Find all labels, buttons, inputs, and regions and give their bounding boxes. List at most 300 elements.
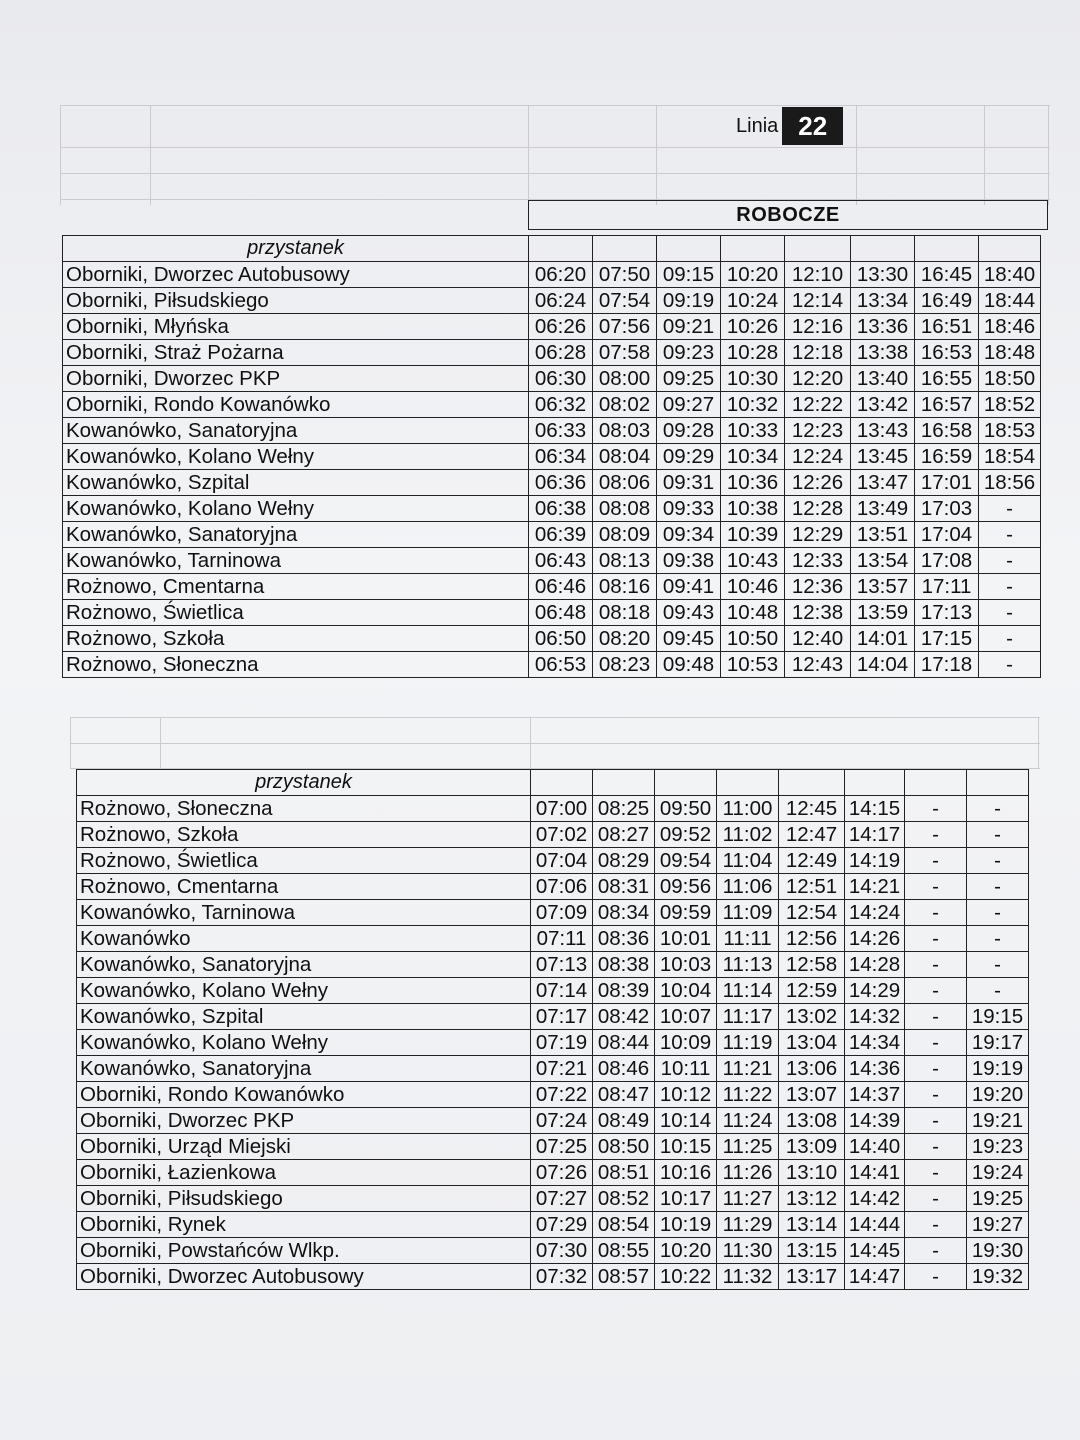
departure-time: 07:24	[531, 1108, 593, 1134]
stop-name: Oborniki, Młyńska	[63, 314, 529, 340]
departure-time: 19:32	[967, 1264, 1029, 1290]
departure-time: 18:46	[979, 314, 1041, 340]
stop-name: Kowanówko, Kolano Wełny	[63, 444, 529, 470]
departure-time: 13:02	[779, 1004, 845, 1030]
departure-time: 09:19	[657, 288, 721, 314]
departure-time: 12:18	[785, 340, 851, 366]
table-row	[63, 366, 1041, 392]
departure-time: 08:23	[593, 652, 657, 678]
table-row	[77, 1134, 1029, 1160]
departure-time: 07:27	[531, 1186, 593, 1212]
departure-time: 10:04	[655, 978, 717, 1004]
departure-column-header	[717, 770, 779, 796]
departure-time: -	[905, 1030, 967, 1056]
departure-time: -	[967, 978, 1029, 1004]
departure-time: 07:56	[593, 314, 657, 340]
departure-time: 07:14	[531, 978, 593, 1004]
departure-time: 17:08	[915, 548, 979, 574]
departure-time: 13:42	[851, 392, 915, 418]
table-row	[63, 470, 1041, 496]
departure-time: 10:39	[721, 522, 785, 548]
departure-time: 13:15	[779, 1238, 845, 1264]
table-row	[63, 652, 1041, 678]
departure-time: 13:08	[779, 1108, 845, 1134]
departure-time: 09:15	[657, 262, 721, 288]
departure-time: 10:30	[721, 366, 785, 392]
departure-time: 10:15	[655, 1134, 717, 1160]
departure-time: 12:58	[779, 952, 845, 978]
departure-time: 07:26	[531, 1160, 593, 1186]
departure-time: 07:58	[593, 340, 657, 366]
departure-time: 13:45	[851, 444, 915, 470]
departure-time: -	[979, 600, 1041, 626]
departure-time: 07:19	[531, 1030, 593, 1056]
departure-time: 08:00	[593, 366, 657, 392]
departure-time: 10:20	[655, 1238, 717, 1264]
table-row	[77, 848, 1029, 874]
departure-time: -	[905, 952, 967, 978]
table-row	[63, 548, 1041, 574]
departure-time: -	[905, 848, 967, 874]
stop-name: Oborniki, Rondo Kowanówko	[77, 1082, 531, 1108]
departure-time: 08:51	[593, 1160, 655, 1186]
return-timetable	[76, 769, 1029, 1290]
departure-time: 13:51	[851, 522, 915, 548]
departure-time: -	[905, 1186, 967, 1212]
departure-time: 12:43	[785, 652, 851, 678]
departure-time: -	[967, 874, 1029, 900]
departure-time: 13:57	[851, 574, 915, 600]
departure-time: 10:48	[721, 600, 785, 626]
departure-time: 06:24	[529, 288, 593, 314]
stop-name: Kowanówko, Szpital	[77, 1004, 531, 1030]
table-row	[77, 900, 1029, 926]
departure-column-header	[845, 770, 905, 796]
departure-time: 06:39	[529, 522, 593, 548]
departure-time: 19:27	[967, 1212, 1029, 1238]
departure-time: 13:38	[851, 340, 915, 366]
departure-time: -	[905, 926, 967, 952]
departure-time: -	[967, 848, 1029, 874]
departure-time: 06:30	[529, 366, 593, 392]
departure-time: 16:53	[915, 340, 979, 366]
departure-time: 07:32	[531, 1264, 593, 1290]
timetable-sheet	[60, 105, 1050, 1288]
departure-time: 06:38	[529, 496, 593, 522]
departure-time: 12:54	[779, 900, 845, 926]
departure-time: 10:14	[655, 1108, 717, 1134]
departure-time: 07:00	[531, 796, 593, 822]
departure-time: 13:40	[851, 366, 915, 392]
table-row	[77, 1004, 1029, 1030]
table-row	[77, 1082, 1029, 1108]
departure-time: 09:33	[657, 496, 721, 522]
departure-time: 10:28	[721, 340, 785, 366]
departure-time: 14:42	[845, 1186, 905, 1212]
table-row	[63, 418, 1041, 444]
stop-name: Kowanówko, Sanatoryjna	[63, 522, 529, 548]
departure-time: -	[905, 1082, 967, 1108]
departure-column-header	[721, 236, 785, 262]
stop-name: Rożnowo, Cmentarna	[63, 574, 529, 600]
departure-time: 10:11	[655, 1056, 717, 1082]
departure-time: 13:30	[851, 262, 915, 288]
departure-time: 12:59	[779, 978, 845, 1004]
departure-column-header	[905, 770, 967, 796]
departure-column-header	[779, 770, 845, 796]
departure-time: 08:13	[593, 548, 657, 574]
departure-time: 08:38	[593, 952, 655, 978]
departure-time: 09:29	[657, 444, 721, 470]
departure-time: 07:11	[531, 926, 593, 952]
departure-time: 13:06	[779, 1056, 845, 1082]
departure-time: 06:32	[529, 392, 593, 418]
day-type-header: ROBOCZE	[528, 200, 1048, 230]
departure-time: -	[905, 1108, 967, 1134]
stop-name: Kowanówko, Tarninowa	[77, 900, 531, 926]
stop-name: Kowanówko, Kolano Wełny	[63, 496, 529, 522]
departure-time: 09:27	[657, 392, 721, 418]
departure-time: 17:04	[915, 522, 979, 548]
departure-time: 08:09	[593, 522, 657, 548]
departure-time: 17:13	[915, 600, 979, 626]
departure-time: 12:26	[785, 470, 851, 496]
departure-time: 14:04	[851, 652, 915, 678]
stop-name: Oborniki, Łazienkowa	[77, 1160, 531, 1186]
departure-time: 14:19	[845, 848, 905, 874]
departure-time: -	[967, 796, 1029, 822]
departure-time: 07:09	[531, 900, 593, 926]
stop-name: Oborniki, Straż Pożarna	[63, 340, 529, 366]
departure-time: 08:46	[593, 1056, 655, 1082]
departure-time: 10:38	[721, 496, 785, 522]
departure-time: 08:31	[593, 874, 655, 900]
departure-time: 11:19	[717, 1030, 779, 1056]
departure-time: 10:03	[655, 952, 717, 978]
departure-time: 19:25	[967, 1186, 1029, 1212]
departure-time: 08:18	[593, 600, 657, 626]
stop-name: Oborniki, Dworzec PKP	[63, 366, 529, 392]
departure-time: 06:43	[529, 548, 593, 574]
departure-time: 10:17	[655, 1186, 717, 1212]
departure-time: 08:42	[593, 1004, 655, 1030]
departure-time: 14:32	[845, 1004, 905, 1030]
departure-time: 08:08	[593, 496, 657, 522]
departure-time: 16:45	[915, 262, 979, 288]
departure-time: 13:17	[779, 1264, 845, 1290]
departure-time: -	[905, 1134, 967, 1160]
departure-time: 10:09	[655, 1030, 717, 1056]
table-row	[63, 444, 1041, 470]
departure-time: 12:22	[785, 392, 851, 418]
stop-name: Kowanówko, Kolano Wełny	[77, 1030, 531, 1056]
departure-time: 10:12	[655, 1082, 717, 1108]
departure-time: 13:07	[779, 1082, 845, 1108]
departure-time: 06:46	[529, 574, 593, 600]
stop-name: Kowanówko, Sanatoryjna	[77, 952, 531, 978]
stop-name: Rożnowo, Szkoła	[77, 822, 531, 848]
departure-time: 14:28	[845, 952, 905, 978]
stop-name: Rożnowo, Cmentarna	[77, 874, 531, 900]
departure-time: 10:01	[655, 926, 717, 952]
table-row	[77, 1212, 1029, 1238]
stop-name: Rożnowo, Świetlica	[77, 848, 531, 874]
departure-time: 06:36	[529, 470, 593, 496]
departure-time: 09:38	[657, 548, 721, 574]
header-grid	[60, 105, 1050, 233]
stop-name: Kowanówko, Kolano Wełny	[77, 978, 531, 1004]
stop-name: Oborniki, Urząd Miejski	[77, 1134, 531, 1160]
departure-time: 12:40	[785, 626, 851, 652]
departure-time: 09:34	[657, 522, 721, 548]
table-row	[63, 496, 1041, 522]
departure-time: 08:36	[593, 926, 655, 952]
table-row	[77, 926, 1029, 952]
departure-time: 19:30	[967, 1238, 1029, 1264]
departure-time: 07:29	[531, 1212, 593, 1238]
stop-column-header: przystanek	[77, 770, 531, 796]
departure-time: 09:23	[657, 340, 721, 366]
departure-time: -	[905, 822, 967, 848]
departure-time: 10:07	[655, 1004, 717, 1030]
line-label-text: Linia	[736, 114, 779, 137]
departure-time: 10:26	[721, 314, 785, 340]
departure-time: 10:24	[721, 288, 785, 314]
departure-time: 08:54	[593, 1212, 655, 1238]
table-row	[77, 952, 1029, 978]
table-row	[63, 314, 1041, 340]
table-row	[77, 1186, 1029, 1212]
departure-time: 09:25	[657, 366, 721, 392]
departure-time: -	[979, 522, 1041, 548]
departure-time: -	[979, 626, 1041, 652]
stop-name: Kowanówko, Sanatoryjna	[63, 418, 529, 444]
table-row	[63, 392, 1041, 418]
departure-time: 12:24	[785, 444, 851, 470]
departure-time: 07:21	[531, 1056, 593, 1082]
departure-time: 12:28	[785, 496, 851, 522]
departure-time: 08:25	[593, 796, 655, 822]
departure-time: 08:44	[593, 1030, 655, 1056]
table-row	[63, 288, 1041, 314]
departure-time: -	[905, 900, 967, 926]
departure-time: 13:47	[851, 470, 915, 496]
departure-time: 07:02	[531, 822, 593, 848]
stop-column-header: przystanek	[63, 236, 529, 262]
departure-time: 08:27	[593, 822, 655, 848]
table-row	[63, 574, 1041, 600]
departure-time: 07:50	[593, 262, 657, 288]
departure-time: 13:04	[779, 1030, 845, 1056]
table-row	[77, 1030, 1029, 1056]
departure-time: 09:41	[657, 574, 721, 600]
departure-time: 09:50	[655, 796, 717, 822]
departure-time: 06:48	[529, 600, 593, 626]
departure-time: 11:26	[717, 1160, 779, 1186]
departure-time: 08:50	[593, 1134, 655, 1160]
departure-time: -	[979, 496, 1041, 522]
departure-column-header	[655, 770, 717, 796]
departure-time: 18:53	[979, 418, 1041, 444]
departure-time: 06:53	[529, 652, 593, 678]
departure-time: 09:43	[657, 600, 721, 626]
departure-column-header	[593, 770, 655, 796]
departure-time: 12:51	[779, 874, 845, 900]
departure-time: 13:34	[851, 288, 915, 314]
departure-time: 07:04	[531, 848, 593, 874]
departure-time: 11:17	[717, 1004, 779, 1030]
departure-time: 08:55	[593, 1238, 655, 1264]
departure-time: 10:36	[721, 470, 785, 496]
departure-time: 06:33	[529, 418, 593, 444]
departure-time: 10:20	[721, 262, 785, 288]
outbound-timetable	[62, 235, 1041, 678]
departure-time: 07:54	[593, 288, 657, 314]
departure-time: 11:21	[717, 1056, 779, 1082]
spacer-grid	[70, 717, 1040, 769]
departure-time: 14:17	[845, 822, 905, 848]
stop-name: Kowanówko, Tarninowa	[63, 548, 529, 574]
departure-time: 12:16	[785, 314, 851, 340]
departure-time: 18:48	[979, 340, 1041, 366]
stop-name: Rożnowo, Słoneczna	[77, 796, 531, 822]
departure-time: 16:57	[915, 392, 979, 418]
departure-time: 10:43	[721, 548, 785, 574]
departure-time: 18:40	[979, 262, 1041, 288]
departure-time: -	[905, 1056, 967, 1082]
departure-time: 16:51	[915, 314, 979, 340]
departure-time: 14:41	[845, 1160, 905, 1186]
departure-time: 07:17	[531, 1004, 593, 1030]
departure-time: 13:14	[779, 1212, 845, 1238]
departure-column-header	[657, 236, 721, 262]
departure-time: 10:50	[721, 626, 785, 652]
departure-time: 12:20	[785, 366, 851, 392]
table-row	[63, 522, 1041, 548]
table-row	[77, 1238, 1029, 1264]
departure-time: 11:06	[717, 874, 779, 900]
table-row	[77, 1108, 1029, 1134]
departure-time: 13:59	[851, 600, 915, 626]
departure-time: 11:09	[717, 900, 779, 926]
departure-time: 19:15	[967, 1004, 1029, 1030]
departure-time: 10:34	[721, 444, 785, 470]
departure-time: 12:33	[785, 548, 851, 574]
departure-time: 13:12	[779, 1186, 845, 1212]
departure-time: 12:23	[785, 418, 851, 444]
departure-time: 14:37	[845, 1082, 905, 1108]
departure-time: 17:15	[915, 626, 979, 652]
departure-time: 12:36	[785, 574, 851, 600]
departure-time: 11:04	[717, 848, 779, 874]
departure-time: 13:09	[779, 1134, 845, 1160]
departure-time: 16:55	[915, 366, 979, 392]
departure-time: 12:14	[785, 288, 851, 314]
departure-time: 07:30	[531, 1238, 593, 1264]
departure-column-header	[979, 236, 1041, 262]
departure-time: 11:14	[717, 978, 779, 1004]
departure-time: 17:01	[915, 470, 979, 496]
departure-time: 12:56	[779, 926, 845, 952]
stop-name: Kowanówko, Szpital	[63, 470, 529, 496]
departure-time: -	[979, 574, 1041, 600]
stop-name: Oborniki, Rynek	[77, 1212, 531, 1238]
stop-name: Oborniki, Powstańców Wlkp.	[77, 1238, 531, 1264]
table-row	[77, 796, 1029, 822]
departure-time: 11:00	[717, 796, 779, 822]
departure-time: 11:27	[717, 1186, 779, 1212]
departure-time: 12:10	[785, 262, 851, 288]
departure-time: -	[905, 978, 967, 1004]
departure-time: 11:02	[717, 822, 779, 848]
departure-time: 14:44	[845, 1212, 905, 1238]
departure-time: 13:43	[851, 418, 915, 444]
departure-time: 08:57	[593, 1264, 655, 1290]
stop-name: Oborniki, Dworzec PKP	[77, 1108, 531, 1134]
departure-column-header	[593, 236, 657, 262]
departure-time: 13:54	[851, 548, 915, 574]
departure-time: 14:24	[845, 900, 905, 926]
stop-name: Rożnowo, Świetlica	[63, 600, 529, 626]
table-row	[63, 340, 1041, 366]
departure-time: 09:21	[657, 314, 721, 340]
departure-time: 11:13	[717, 952, 779, 978]
departure-time: -	[979, 548, 1041, 574]
departure-time: 12:49	[779, 848, 845, 874]
departure-time: 06:34	[529, 444, 593, 470]
departure-time: 08:47	[593, 1082, 655, 1108]
stop-name: Oborniki, Dworzec Autobusowy	[77, 1264, 531, 1290]
departure-time: 14:34	[845, 1030, 905, 1056]
departure-time: 11:24	[717, 1108, 779, 1134]
table-row	[77, 874, 1029, 900]
departure-time: 09:52	[655, 822, 717, 848]
departure-time: 11:25	[717, 1134, 779, 1160]
table-row	[77, 1056, 1029, 1082]
line-number-badge: 22	[782, 107, 843, 145]
departure-time: 18:54	[979, 444, 1041, 470]
departure-time: 09:31	[657, 470, 721, 496]
departure-column-header	[915, 236, 979, 262]
departure-time: 10:32	[721, 392, 785, 418]
stop-name: Rożnowo, Szkoła	[63, 626, 529, 652]
stop-name: Kowanówko	[77, 926, 531, 952]
departure-time: 08:39	[593, 978, 655, 1004]
departure-time: 13:36	[851, 314, 915, 340]
departure-time: 08:06	[593, 470, 657, 496]
departure-time: 08:04	[593, 444, 657, 470]
table-row	[63, 262, 1041, 288]
departure-time: 14:29	[845, 978, 905, 1004]
departure-time: 14:47	[845, 1264, 905, 1290]
departure-time: 19:24	[967, 1160, 1029, 1186]
departure-time: -	[905, 874, 967, 900]
stop-name: Rożnowo, Słoneczna	[63, 652, 529, 678]
table-row	[77, 1264, 1029, 1290]
departure-time: 12:29	[785, 522, 851, 548]
departure-time: -	[905, 1212, 967, 1238]
departure-time: 17:18	[915, 652, 979, 678]
departure-time: 07:22	[531, 1082, 593, 1108]
departure-column-header	[531, 770, 593, 796]
departure-time: 12:45	[779, 796, 845, 822]
departure-time: 14:21	[845, 874, 905, 900]
departure-time: 12:38	[785, 600, 851, 626]
departure-time: 09:59	[655, 900, 717, 926]
departure-time: 10:46	[721, 574, 785, 600]
departure-time: -	[905, 1238, 967, 1264]
departure-time: 08:20	[593, 626, 657, 652]
